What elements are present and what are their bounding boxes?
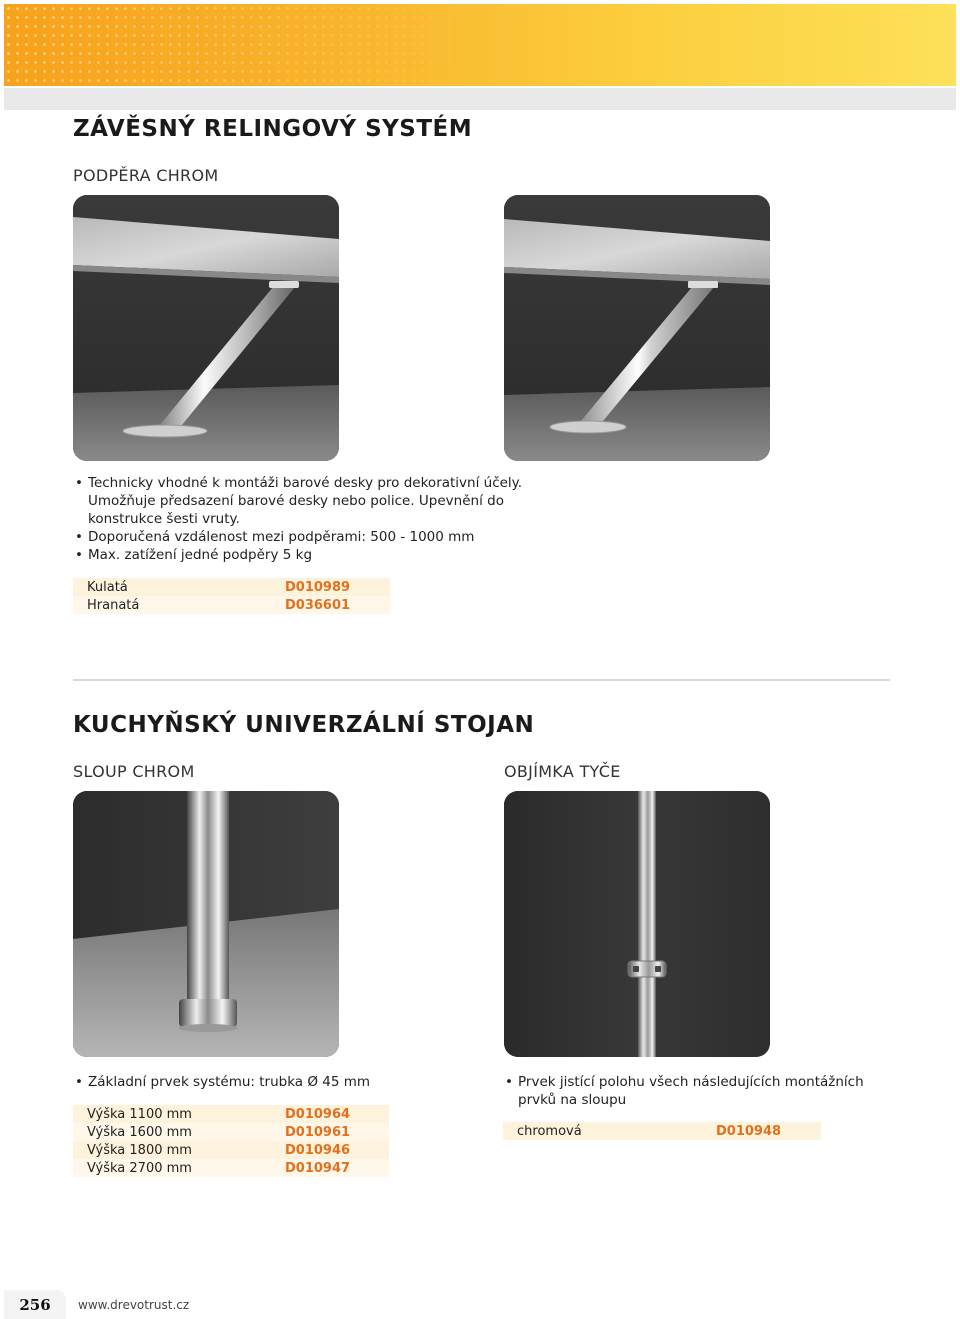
feature-list-support (73, 474, 553, 564)
section-title-univerzalni-stojan: KUCHYŇSKÝ UNIVERZÁLNÍ STOJAN (73, 712, 535, 738)
code-value: D010946 (285, 1142, 351, 1158)
code-value: D010964 (285, 1106, 351, 1122)
feature-list-pole (73, 1073, 433, 1091)
code-label: Výška 1100 mm (87, 1106, 192, 1122)
feature-item: • Základní prvek systému: trubka Ø 45 mm (73, 1073, 433, 1091)
code-row (503, 1122, 821, 1140)
code-label: Výška 2700 mm (87, 1160, 192, 1176)
code-row (73, 1141, 389, 1159)
code-row (73, 578, 390, 596)
product-photo-round-support (73, 195, 339, 461)
feature-item: • Technicky vhodné k montáži barové desky pro dekorativní účely. Umožňuje předsazení barové desky nebo police. Upevnění do konstrukce šesti vruty. (73, 474, 553, 528)
product-photo-collar (504, 791, 770, 1057)
subtitle-sloup-chrom: SLOUP CHROM (73, 762, 195, 781)
feature-item: • Doporučená vzdálenost mezi podpěrami: 500 - 1000 mm (73, 528, 553, 546)
code-row (73, 596, 390, 614)
product-photo-square-support (504, 195, 770, 461)
code-label: chromová (517, 1123, 582, 1139)
subtitle-podpera-chrom: PODPĚRA CHROM (73, 166, 219, 185)
product-photo-pole (73, 791, 339, 1057)
code-row (73, 1159, 389, 1177)
code-label: Hranatá (87, 597, 140, 613)
code-table-support (73, 578, 390, 614)
code-value: D010989 (285, 579, 351, 595)
header-strip (4, 88, 956, 110)
code-label: Kulatá (87, 579, 128, 595)
section-divider (73, 679, 890, 681)
code-row (73, 1123, 389, 1141)
feature-list-collar (503, 1073, 903, 1109)
subtitle-objimka-tyce: OBJÍMKA TYČE (504, 762, 621, 781)
section-title-relingovy-system: ZÁVĚSNÝ RELINGOVÝ SYSTÉM (73, 116, 473, 142)
code-value: D036601 (285, 597, 351, 613)
feature-item: • Max. zatížení jedné podpěry 5 kg (73, 546, 553, 564)
code-value: D010961 (285, 1124, 351, 1140)
header-banner (4, 4, 956, 86)
code-table-collar (503, 1122, 821, 1140)
page-number: 256 (4, 1290, 66, 1319)
footer-website-link[interactable]: www.drevotrust.cz (78, 1298, 190, 1312)
code-label: Výška 1600 mm (87, 1124, 192, 1140)
code-row (73, 1105, 389, 1123)
code-value: D010948 (716, 1123, 782, 1139)
code-table-pole (73, 1105, 389, 1177)
feature-item: • Prvek jistící polohu všech následujících montážních prvků na sloupu (503, 1073, 903, 1109)
code-value: D010947 (285, 1160, 351, 1176)
code-label: Výška 1800 mm (87, 1142, 192, 1158)
